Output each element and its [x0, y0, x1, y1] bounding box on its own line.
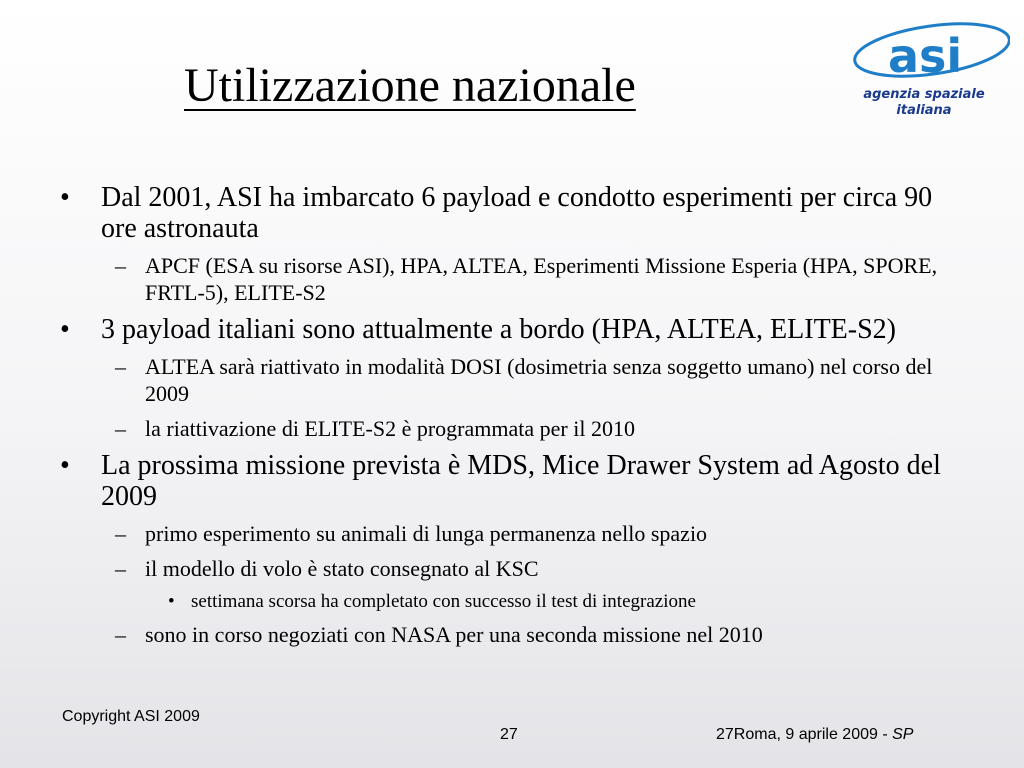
asi-logo [840, 10, 1010, 125]
sub-bullet-item: – primo esperimento su animali di lunga permanenza nello spazio [60, 520, 960, 547]
slide-title: Utilizzazione nazionale [184, 59, 636, 112]
bullet-item: • 3 payload italiani sono attualmente a bordo (HPA, ALTEA, ELITE-S2) [60, 314, 960, 345]
footer-date-text: 27Roma, 9 aprile 2009 - [716, 726, 893, 743]
logo-text-line2: italiana [896, 103, 952, 118]
asi-logo-graphic [840, 10, 1010, 125]
footer-author: SP [892, 726, 914, 743]
sub-bullet-item: – la riattivazione di ELITE-S2 è programmata per il 2010 [60, 415, 960, 442]
sub-bullet-item: – APCF (ESA su risorse ASI), HPA, ALTEA, Esperimenti Missione Esperia (HPA, SPORE, FRTL-5), ELITE-S2 [60, 252, 960, 306]
asi-logo-mark: asi [888, 29, 963, 83]
logo-text-line1: agenzia spaziale [863, 87, 985, 102]
sub-bullet-item: – sono in corso negoziati con NASA per una seconda missione nel 2010 [60, 621, 960, 648]
sub-bullet-item: – il modello di volo è stato consegnato al KSC [60, 555, 960, 582]
sub-bullet-item: – ALTEA sarà riattivato in modalità DOSI (dosimetria senza soggetto umano) nel corso del 2009 [60, 353, 960, 407]
bullet-item: • La prossima missione prevista è MDS, Mice Drawer System ad Agosto del 2009 [60, 450, 960, 512]
bullet-item: • Dal 2001, ASI ha imbarcato 6 payload e condotto esperimenti per circa 90 ore astronauta [60, 182, 960, 244]
footer-date [716, 726, 913, 744]
footer-copyright: Copyright ASI 2009 [62, 708, 200, 725]
bullet-list [60, 182, 960, 656]
page-number: 27 [500, 726, 518, 743]
sub-sub-bullet-item: • settimana scorsa ha completato con successo il test di integrazione [60, 590, 960, 613]
